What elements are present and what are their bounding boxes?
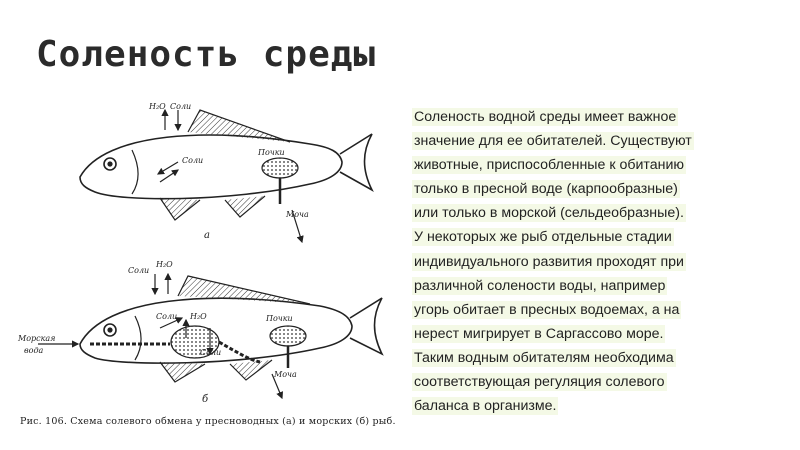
label-h2o-a: H₂O bbox=[149, 102, 166, 111]
paragraph-line: или только в морской (сельдеобразные). bbox=[414, 205, 684, 222]
label-urine-b: Моча bbox=[274, 370, 297, 379]
paragraph-line: угорь обитает в пресных водоемах, а на bbox=[414, 301, 680, 318]
fish-b bbox=[80, 276, 382, 382]
body-paragraph bbox=[412, 105, 772, 418]
paragraph-line: различной солености воды, например bbox=[414, 277, 666, 294]
paragraph-line: нерест мигрирует в Саргассово море. bbox=[414, 325, 664, 342]
paragraph-line: только в пресной воде (карпообразные) bbox=[414, 181, 678, 198]
figure-caption: Рис. 106. Схема солевого обмена у пресноводных (а) и морских (б) рыб. bbox=[20, 416, 396, 427]
label-h2o-b: H₂O bbox=[156, 260, 173, 269]
label-kidneys-a: Почки bbox=[258, 148, 285, 157]
label-seawater-1: Морская bbox=[18, 334, 56, 343]
paragraph-line: Соленость водной среды имеет важное bbox=[414, 109, 677, 125]
label-urine-a: Моча bbox=[286, 210, 309, 219]
paragraph-line: значение для ее обитателей. Существуют bbox=[414, 133, 692, 150]
paragraph-line: Таким водным обитателям необходима bbox=[414, 349, 674, 366]
paragraph-line: индивидуального развития проходят при bbox=[414, 253, 684, 270]
label-letter-a: а bbox=[204, 230, 210, 241]
label-seawater-2: вода bbox=[24, 346, 44, 355]
label-salt-a-mid: Соли bbox=[182, 156, 204, 165]
label-h2o-b-mid: H₂O bbox=[190, 312, 207, 321]
label-salt-b-mid: Соли bbox=[156, 312, 178, 321]
salt-exchange-figure bbox=[10, 92, 402, 438]
label-salt-b-low: Соли bbox=[200, 348, 222, 357]
paragraph-line: У некоторых же рыб отдельные стадии bbox=[414, 229, 672, 246]
fish-a bbox=[80, 110, 372, 220]
label-kidneys-b: Почки bbox=[266, 314, 293, 323]
label-letter-b: б bbox=[202, 394, 209, 405]
label-salt-a-top: Соли bbox=[170, 102, 192, 111]
label-salt-b-top: Соли bbox=[128, 266, 150, 275]
paragraph-line: животные, приспособленные к обитанию bbox=[414, 157, 685, 174]
paragraph-line: соответствующая регуляция солевого bbox=[414, 374, 665, 391]
paragraph-line: баланса в организме. bbox=[414, 398, 557, 415]
slide-title: Соленость среды bbox=[36, 34, 377, 75]
fish-diagram bbox=[10, 92, 402, 412]
